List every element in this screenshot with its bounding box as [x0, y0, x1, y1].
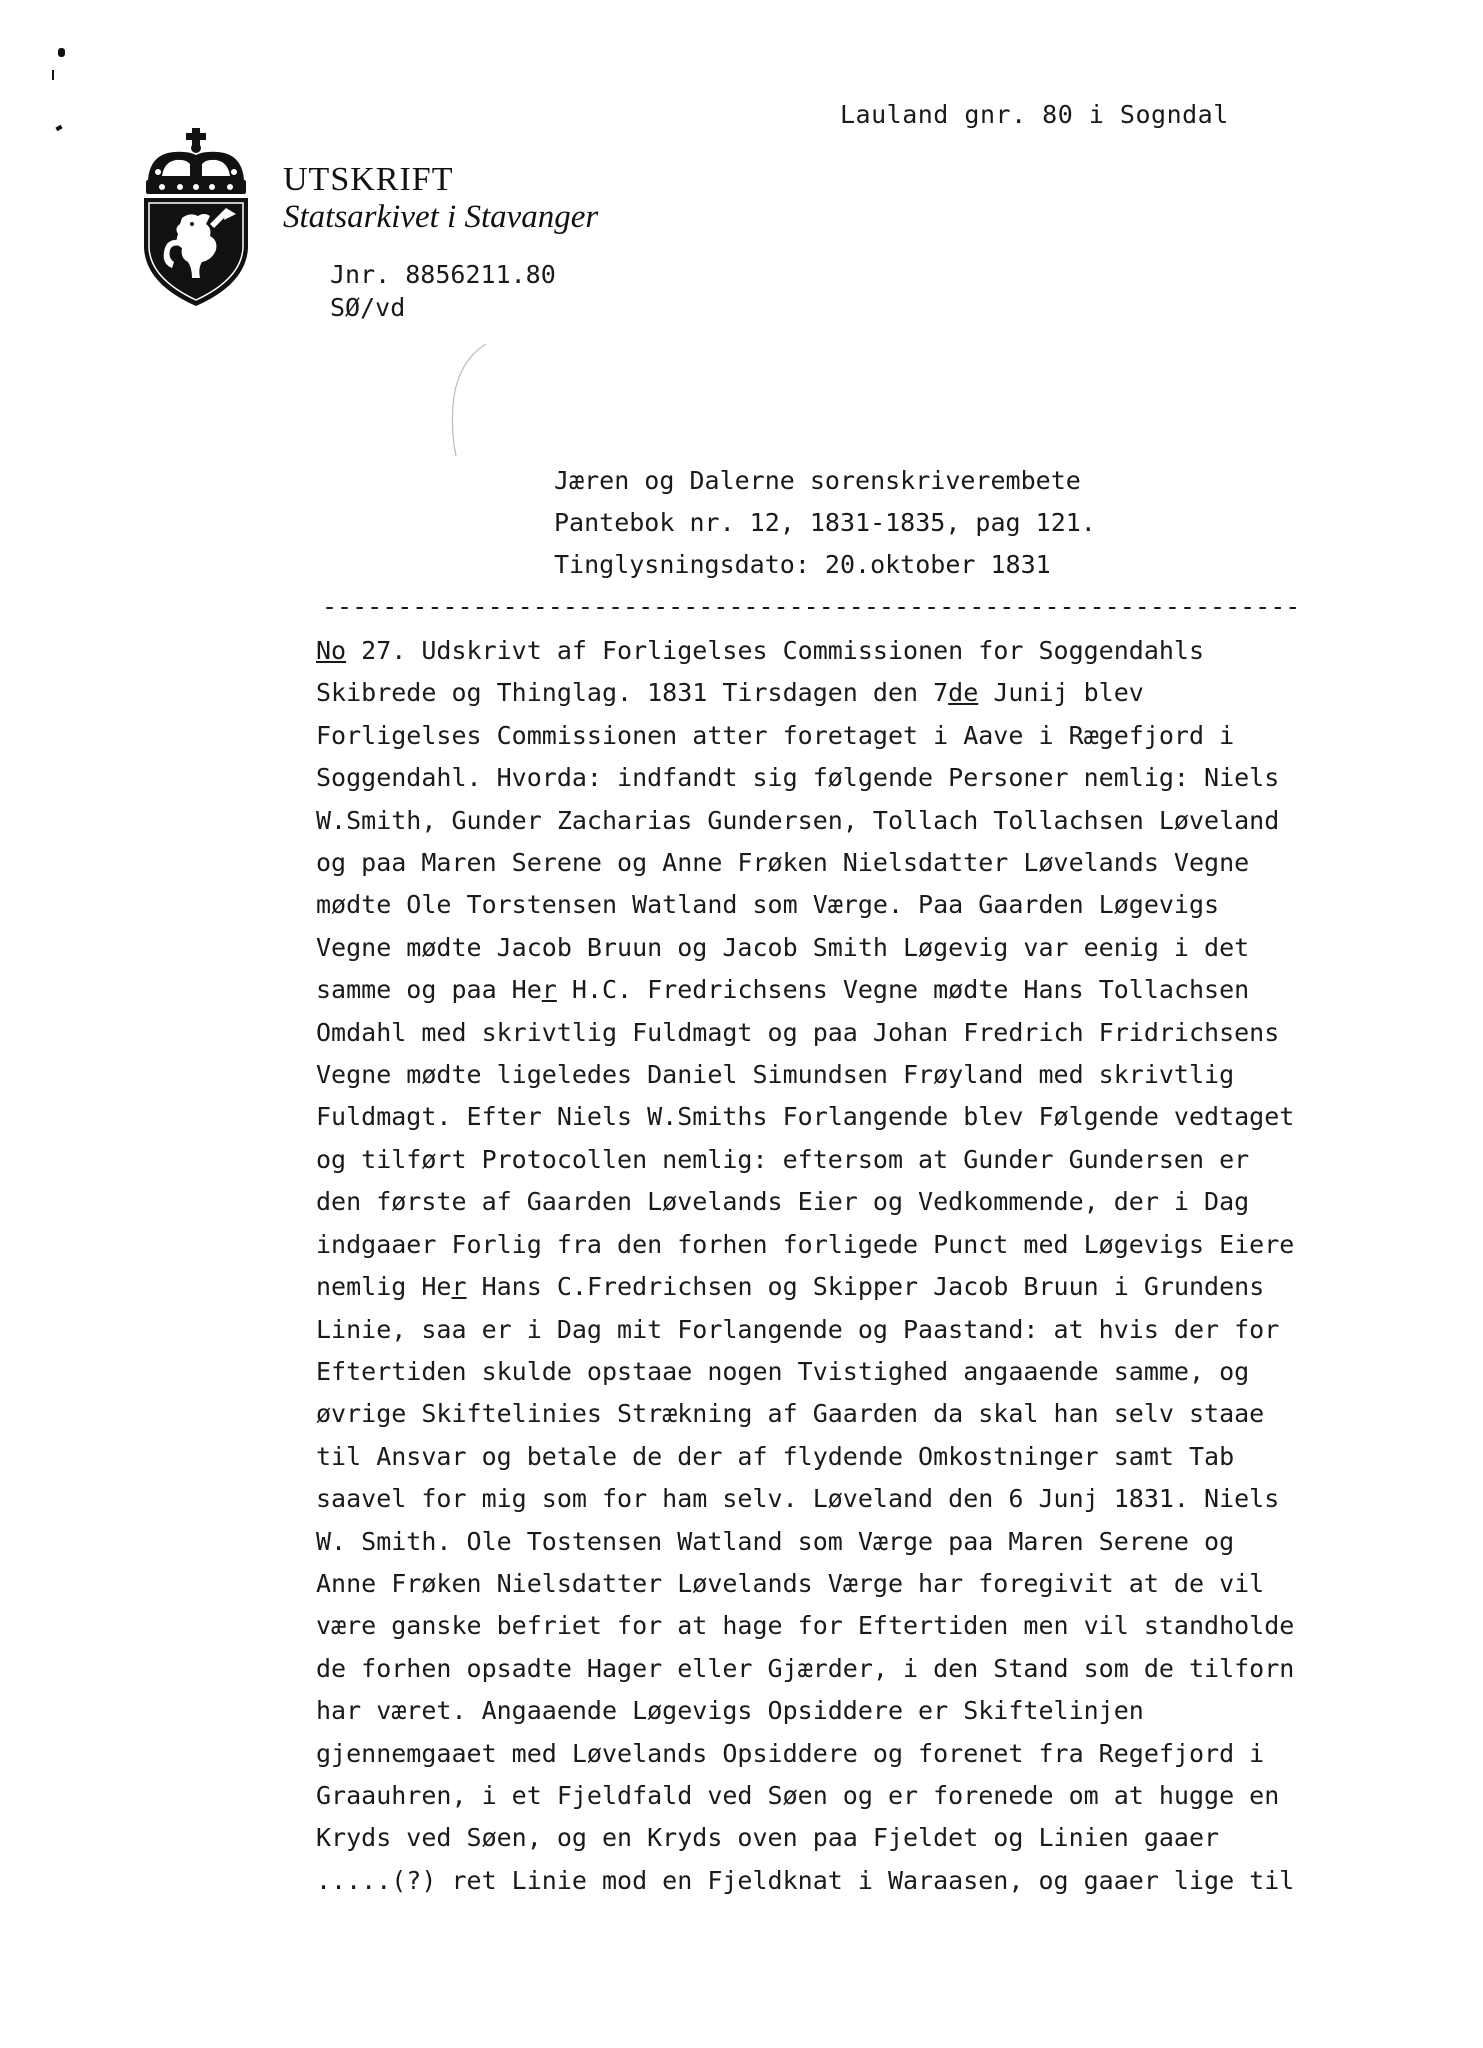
mortgage-book: Pantebok nr. 12, 1831-1835, pag 121. [554, 508, 1096, 537]
line-text: de forhen opsadte Hager eller Gjærder, i den Stand som de tilforn [316, 1653, 1295, 1683]
line-text: H.C. Fredrichsens Vegne mødte Hans Tollachsen [556, 975, 1250, 1005]
transcript-line [316, 1817, 1256, 1859]
line-text: øvrige Skiftelinies Strækning af Gaarden da skal han selv staae [316, 1399, 1265, 1429]
line-text: Fuldmagt. Efter Niels W.Smiths Forlangende blev Følgende vedtaget [316, 1102, 1295, 1132]
transcript-line [316, 1436, 1256, 1478]
transcript-line [316, 1012, 1280, 1054]
reference-block [330, 258, 556, 324]
transcript-line [316, 1266, 1265, 1308]
transcript-line [316, 1733, 1265, 1775]
line-text: Hans C.Fredrichsen og Skipper Jacob Bruun i Grundens [466, 1272, 1265, 1302]
place-reference: Lauland gnr. 80 i Sogndal [840, 100, 1229, 129]
line-text: Linie, saa er i Dag mit Forlangende og Paastand: at hvis der for [316, 1314, 1280, 1344]
pencil-mark [440, 340, 490, 460]
underlined-text: de [948, 678, 979, 708]
line-text: samme og paa He [316, 975, 542, 1005]
line-text: være ganske befriet for at hage for Eftertiden men vil standholde [316, 1611, 1295, 1641]
line-text: Vegne mødte Jacob Bruun og Jacob Smith Løgevig var eenig i det [316, 932, 1250, 962]
transcript-line [316, 884, 1256, 926]
line-text: har været. Angaaende Løgevigs Opsiddere er Skiftelinjen [316, 1696, 1144, 1726]
transcript-line [316, 927, 1256, 969]
scan-speck [52, 70, 54, 80]
dashed-divider: ----------------------------------------------------------------- [322, 592, 1301, 621]
line-text: indgaaer Forlig fra den forhen forligede Punct med Løgevigs Eiere [316, 1229, 1295, 1259]
transcript-line [316, 1224, 1295, 1266]
source-block [554, 460, 1096, 586]
transcript-line [316, 757, 1280, 799]
line-text: nemlig He [316, 1272, 452, 1302]
archive-name: Statsarkivet i Stavanger [283, 199, 599, 235]
line-text: W. Smith. Ole Tostensen Watland som Værge paa Maren Serene og [316, 1526, 1235, 1556]
document-title: UTSKRIFT [283, 161, 454, 198]
line-text: .....(?) ret Linie mod en Fjeldknat i Waraasen, og gaaer lige til [316, 1865, 1295, 1895]
line-text: Anne Frøken Nielsdatter Løvelands Værge har foregivit at de vil [316, 1568, 1265, 1598]
initials: SØ/vd [330, 293, 406, 322]
court-office: Jæren og Dalerne sorenskriverembete [554, 466, 1081, 495]
scan-speck [55, 125, 62, 131]
transcript-line [316, 1181, 1256, 1223]
transcript-line [316, 1139, 1256, 1181]
transcript-line [316, 1605, 1295, 1647]
transcript-line [316, 1690, 1256, 1732]
transcript-line [316, 715, 1256, 757]
line-text: til Ansvar og betale de der af flydende Omkostninger samt Tab [316, 1441, 1235, 1471]
line-text: 27. Udskrivt af Forligelses Commissionen for Soggendahls [346, 636, 1205, 665]
line-text: den første af Gaarden Løvelands Eier og Vedkommende, der i Dag [316, 1187, 1250, 1217]
line-text: Kryds ved Søen, og en Kryds oven paa Fjeldet og Linien gaaer [316, 1823, 1220, 1853]
line-text: mødte Ole Torstensen Watland som Værge. Paa Gaarden Løgevigs [316, 890, 1220, 920]
scan-speck [58, 48, 65, 57]
transcript-line [316, 969, 1256, 1011]
transcript-line [316, 1309, 1280, 1351]
line-text: Skibrede og Thinglag. 1831 Tirsdagen den 7 [316, 678, 949, 708]
line-text: Omdahl med skrivtlig Fuldmagt og paa Johan Fredrich Fridrichsens [316, 1017, 1280, 1047]
transcript-line [316, 1478, 1280, 1520]
line-text: Vegne mødte ligeledes Daniel Simundsen Frøyland med skrivtlig [316, 1060, 1235, 1090]
transcript-line [316, 1648, 1295, 1690]
registration-date: Tinglysningsdato: 20.oktober 1831 [554, 550, 1051, 579]
line-text: og tilført Protocollen nemlig: eftersom at Gunder Gundersen er [316, 1144, 1250, 1174]
line-text: og paa Maren Serene og Anne Frøken Nielsdatter Løvelands Vegne [316, 848, 1250, 878]
transcript-line [316, 630, 1256, 672]
transcript-body [316, 630, 1295, 1902]
line-text: Graauhren, i et Fjeldfald ved Søen og er forenede om at hugge en [316, 1780, 1280, 1810]
transcript-line [316, 1054, 1256, 1096]
transcript-line [316, 1393, 1265, 1435]
transcript-line [316, 842, 1256, 884]
transcript-line [316, 1563, 1265, 1605]
underlined-text: No [316, 636, 347, 665]
norwegian-coat-of-arms-icon [140, 128, 252, 306]
underlined-text: r [451, 1272, 467, 1302]
line-text: Soggendahl. Hvorda: indfandt sig følgende Personer nemlig: Niels [316, 763, 1280, 793]
transcript-line [316, 1351, 1256, 1393]
underlined-text: r [541, 975, 557, 1005]
line-text: saavel for mig som for ham selv. Løveland den 6 Junj 1831. Niels [316, 1484, 1280, 1514]
document-header [283, 162, 598, 236]
transcript-line [316, 1521, 1256, 1563]
line-text: W.Smith, Gunder Zacharias Gundersen, Tollach Tollachsen Løveland [316, 805, 1280, 835]
line-text: Forligelses Commissionen atter foretaget i Aave i Rægefjord i [316, 720, 1235, 750]
line-text: Junij blev [978, 678, 1144, 708]
transcript-line [316, 672, 1256, 714]
line-text: gjennemgaaet med Løvelands Opsiddere og forenet fra Regefjord i [316, 1738, 1265, 1768]
line-text: Eftertiden skulde opstaae nogen Tvistighed angaaende samme, og [316, 1356, 1250, 1386]
transcript-line [316, 1860, 1295, 1902]
transcript-line [316, 1775, 1280, 1817]
transcript-line [316, 1096, 1295, 1138]
transcript-line [316, 800, 1280, 842]
journal-number: Jnr. 8856211.80 [330, 260, 556, 289]
